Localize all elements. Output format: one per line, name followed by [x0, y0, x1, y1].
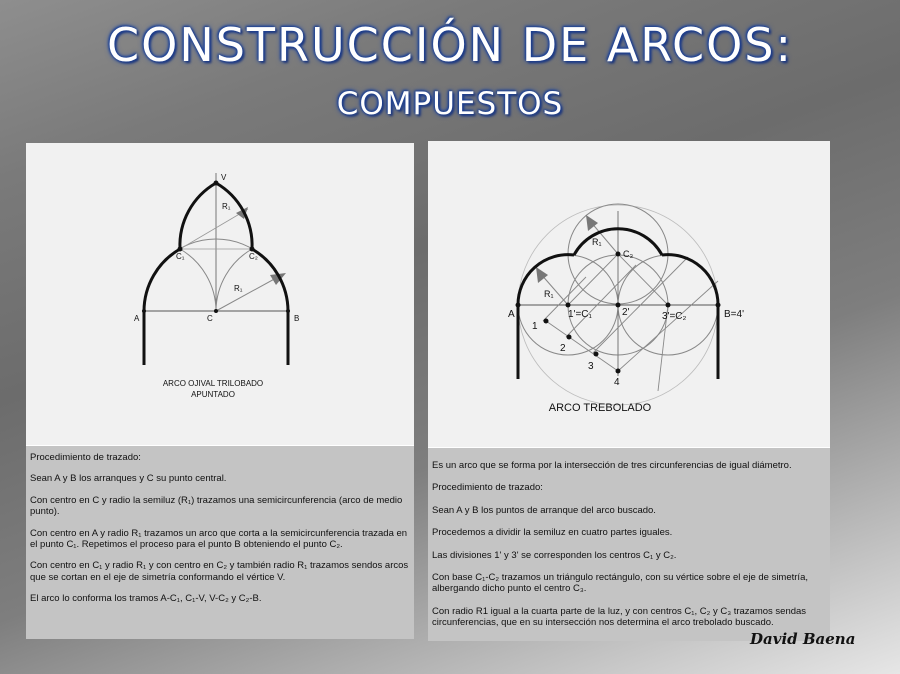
caption-line1: ARCO OJIVAL TRILOBADO — [162, 379, 264, 388]
point-3 — [594, 352, 599, 357]
label-a: A — [508, 309, 515, 320]
text-paragraph: Con radio R1 igual a la cuarta parte de la luz, y con centros C₁, C₂ y C₃ trazamos sendas circunferencias, que en su intersección nos determina el arco trebolado buscado. — [432, 605, 807, 629]
arch-a-c1 — [144, 249, 180, 365]
label-1: 1 — [532, 321, 538, 332]
point-2p — [616, 303, 621, 308]
point-1p — [566, 303, 571, 308]
point-c1 — [178, 247, 183, 252]
point-b — [716, 303, 721, 308]
point-4 — [616, 369, 621, 374]
radius-c1-construction — [180, 209, 248, 249]
label-c3: C₃ — [623, 249, 634, 259]
panel-ojival-trilobado — [26, 143, 414, 639]
point-b — [286, 309, 290, 313]
label-b: B — [294, 314, 300, 323]
label-1-c1: 1'=C₁ — [568, 309, 592, 320]
point-v — [214, 181, 219, 186]
point-2 — [567, 335, 572, 340]
division-base-line — [546, 321, 618, 371]
label-a: A — [134, 314, 140, 323]
label-c2: C₂ — [249, 252, 258, 261]
page-subtitle: COMPUESTOS — [336, 86, 564, 122]
arch-left-lobe — [518, 255, 574, 379]
text-paragraph: Procedimiento de trazado: — [432, 482, 543, 494]
arc-from-b — [216, 249, 252, 311]
text-paragraph: Sean A y B los puntos de arranque del arco buscado. — [432, 504, 656, 516]
point-c2 — [250, 247, 255, 252]
arco-trebolado-figure — [428, 141, 830, 447]
description-trebolado — [428, 448, 830, 641]
point-c3 — [616, 252, 621, 257]
text-paragraph: Con base C₁-C₂ trazamos un triángulo rectángulo, con su vértice sobre el eje de simetría, albergando dicho punto el centro C₃. — [432, 571, 808, 595]
text-paragraph: Con centro en C y radio la semiluz (R₁) trazamos una semicircunferencia (arco de medio punto). — [30, 494, 403, 518]
author-signature: David Baena — [750, 630, 856, 648]
label-2: 2 — [560, 343, 566, 354]
ojival-trilobado-figure — [26, 143, 414, 445]
arch-c2-b — [252, 249, 288, 365]
diagram-arco-trebolado — [428, 141, 830, 447]
label-4: 4 — [614, 377, 620, 388]
text-paragraph: Con centro en A y radio R₁ trazamos un arco que corta a la semicircunferencia trazada en el punto C₁. Repetimos el proceso para el punto B obteniendo el punto C₂. — [30, 527, 408, 550]
point-c — [214, 309, 218, 313]
label-c: C — [207, 314, 213, 323]
diagram-ojival-trilobado — [26, 143, 414, 445]
label-v: V — [221, 173, 227, 182]
caption-trebolado: ARCO TREBOLADO — [548, 402, 652, 414]
text-paragraph: Con centro en C₁ y radio R₁ y con centro en C₂ y también radio R₁ trazamos sendos arcos que se cortan en el eje de simetría conformando el vértice V. — [30, 560, 409, 583]
point-a — [142, 309, 146, 313]
radius-r1 — [216, 277, 278, 311]
text-paragraph: El arco lo conforma los tramos A-C₁, C₁-V, V-C₂ y C₂-B. — [30, 593, 262, 605]
text-paragraph: Sean A y B los arranques y C su punto central. — [30, 473, 227, 485]
arc-from-a — [180, 249, 216, 311]
division-line-2 — [566, 265, 636, 337]
panel-arco-trebolado — [428, 141, 830, 641]
text-paragraph: Procedemos a dividir la semiluz en cuatro partes iguales. — [432, 527, 673, 539]
label-3-c2: 3'=C₂ — [662, 311, 687, 322]
description-ojival — [26, 446, 414, 639]
label-3: 3 — [588, 361, 594, 372]
text-paragraph: Las divisiones 1' y 3' se corresponden los centros C₁ y C₂. — [432, 549, 677, 561]
point-a — [516, 303, 521, 308]
point-3p — [666, 303, 671, 308]
label-2-prime: 2' — [622, 307, 630, 318]
caption-line2: APUNTADO — [191, 390, 235, 399]
page-title: CONSTRUCCIÓN DE ARCOS: — [107, 18, 793, 72]
text-paragraph: Es un arco que se forma por la intersección de tres circunferencias de igual diámetro. — [432, 460, 792, 471]
label-c1: C₁ — [176, 252, 185, 261]
label-r1-top: R₁ — [592, 237, 602, 247]
label-r1: R₁ — [544, 289, 554, 299]
point-1 — [544, 319, 549, 324]
label-b-4: B=4' — [724, 309, 744, 320]
text-paragraph: Procedimiento de trazado: — [30, 452, 141, 463]
label-r1: R₁ — [234, 284, 243, 293]
label-r1-top: R₁ — [222, 202, 231, 211]
